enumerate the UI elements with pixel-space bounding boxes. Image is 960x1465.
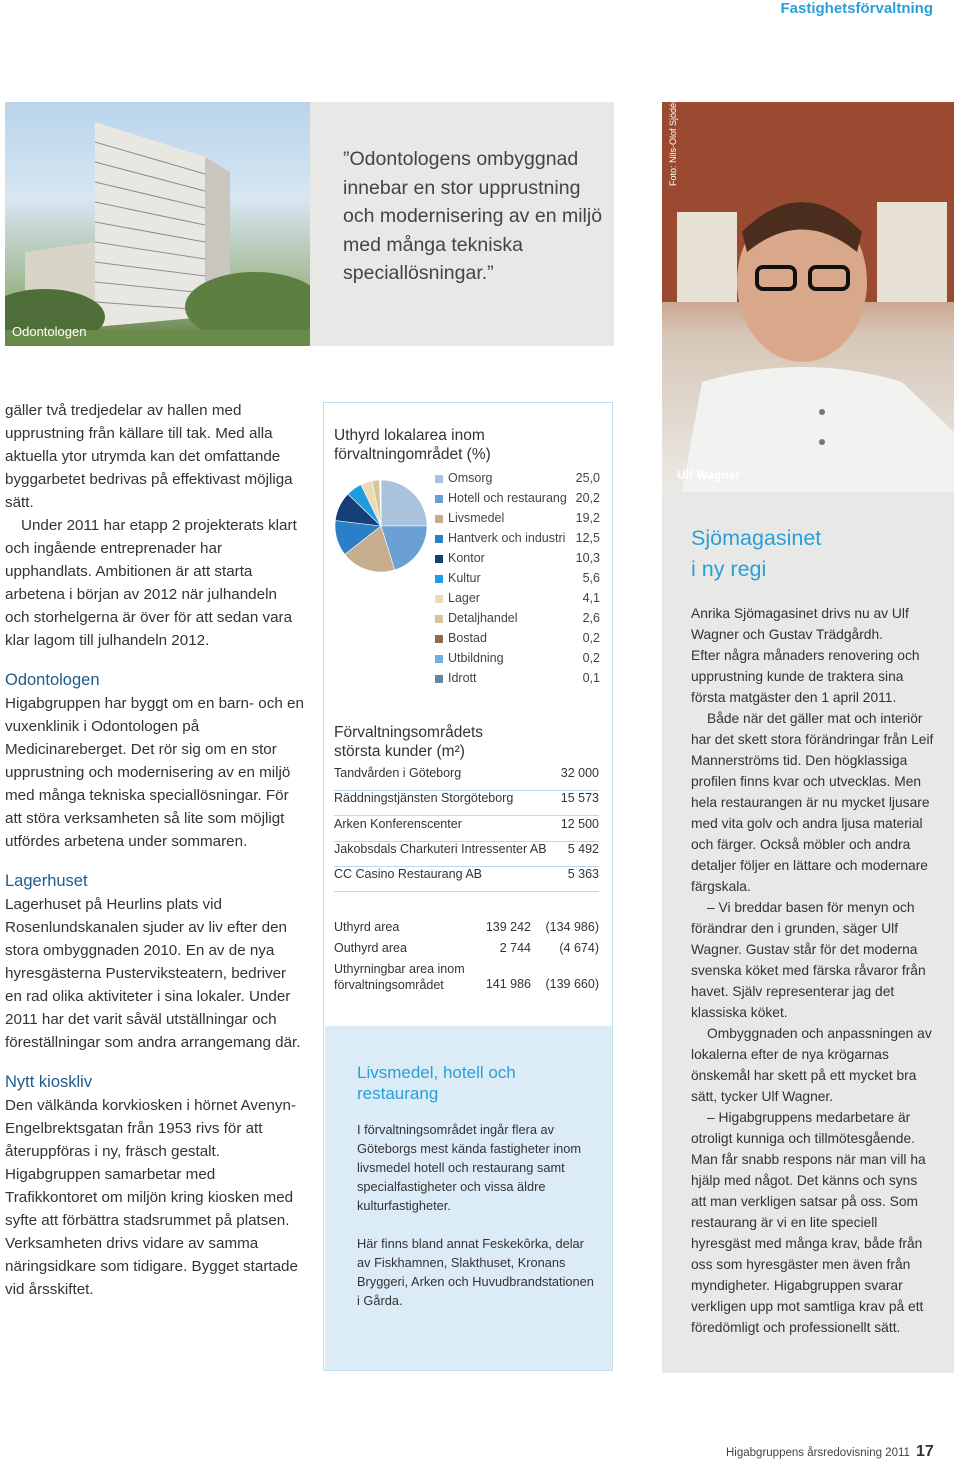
area-label: Uthyrningbar area inom förvaltningsområdet — [334, 962, 465, 992]
paragraph: Efter några månaders renovering och upprustning kunde de traktera sina första matgäster den 1 april 2011. — [691, 648, 920, 705]
legend-item — [435, 631, 600, 651]
blue-box-text: Här finns bland annat Feskekôrka, delar av Fiskhamnen, Slakthuset, Kronans Bryggeri, Arken och Huvudbrandstationen i Gårda. — [357, 1236, 594, 1308]
chart-title: Uthyrd lokalarea inom förvaltningområdet (%) — [334, 427, 491, 463]
area-row — [334, 919, 599, 937]
footer-text: Higabgruppens årsredovisning 2011 — [726, 1447, 910, 1459]
customer-row — [334, 791, 599, 816]
legend-label: Livsmedel — [448, 511, 505, 525]
paragraph: Ombyggnaden och anpassningen av lokalerna efter de nya krögarnas önskemål har skett på ett mycket bra sätt, tycker Ulf Wagner. — [691, 1026, 932, 1104]
page-number: 17 — [916, 1443, 934, 1460]
legend-item — [435, 671, 600, 691]
legend-item — [435, 531, 600, 551]
area-prev-value: (134 986) — [545, 920, 599, 934]
legend-swatch — [435, 635, 443, 643]
chef-illustration — [662, 102, 954, 492]
legend-label: Idrott — [448, 671, 477, 685]
customer-area: 5 363 — [567, 867, 599, 882]
legend-value: 19,2 — [575, 511, 600, 525]
section-label: Fastighetsförvaltning — [780, 0, 933, 17]
legend-item — [435, 611, 600, 631]
legend-swatch — [435, 535, 443, 543]
heading-lagerhuset: Lagerhuset — [5, 872, 88, 890]
paragraph: Den välkända korvkiosken i hörnet Avenyn-Engelbrektsgatan från 1953 rivs för att återuppföras i ny, fräsch gestalt. Higabgruppen samarbetar med Trafikkontoret om miljön kring kiosken med syfte att förbättra stadsrummet på platsen. Verksamheten drivs vidare av samma näringsidkare som tidigare. Bygget startade vid årsskiftet. — [5, 1097, 298, 1298]
photo-caption: Odontologen — [12, 324, 87, 339]
legend-swatch — [435, 495, 443, 503]
customer-name: Räddningstjänsten Storgöteborg — [334, 791, 514, 806]
customer-row — [334, 842, 599, 867]
blue-box-text: I förvaltningsområdet ingår flera av Göteborgs mest kända fastigheter inom livsmedel hotell och restaurang samt specialfastigheter och vissa äldre kulturfastigheter. — [357, 1122, 582, 1213]
article-title — [691, 523, 821, 585]
area-label: Outhyrd area — [334, 941, 407, 955]
legend-item — [435, 551, 600, 571]
legend-swatch — [435, 675, 443, 683]
legend-value: 4,1 — [582, 591, 600, 605]
right-column — [691, 603, 934, 1338]
paragraph: Både när det gäller mat och interiör har det skett stora förändringar från Leif Mannerströms tid. Den högklassiga profilen finns kvar och utvecklas. Men hela restaurangen är nu mycket ljusare med vita golv och andra ljusa material och färger. Också möbler och andra detaljer följer en lättare och modernare färgskala. — [691, 711, 934, 894]
area-value: 141 986 — [485, 977, 531, 991]
legend-value: 20,2 — [575, 491, 600, 505]
paragraph: gäller två tredjedelar av hallen med upprustning från källare till tak. Med alla aktuella ytor utrymda kan det omfattande byggarbetet bedrivas på effektivast möjliga sätt. — [5, 402, 293, 511]
legend-swatch — [435, 615, 443, 623]
legend-value: 0,1 — [582, 671, 600, 685]
paragraph: Anrika Sjömagasinet drivs nu av Ulf Wagner och Gustav Trädgårdh. — [691, 606, 909, 642]
customer-name: Tandvården i Göteborg — [334, 766, 462, 780]
pull-quote: ”Odontologens ombyggnad innebar en stor upprustning och modernisering av en miljö med många tekniska speciallösningar.” — [343, 148, 603, 284]
customer-area: 5 492 — [567, 841, 599, 856]
legend-value: 10,3 — [575, 551, 600, 565]
customer-name: Arken Konferenscenter — [334, 816, 462, 831]
legend-label: Kultur — [448, 571, 481, 585]
legend-swatch — [435, 655, 443, 663]
legend-label: Hantverk och industri — [448, 531, 566, 545]
customer-name: Jakobsdals Charkuteri Intressenter AB — [334, 841, 547, 856]
blue-box-title: Livsmedel, hotell och restaurang — [357, 1063, 516, 1103]
legend-value: 0,2 — [582, 651, 600, 665]
legend-label: Lager — [448, 591, 480, 605]
legend-value: 12,5 — [575, 531, 600, 545]
customer-name: CC Casino Restaurang AB — [334, 867, 482, 882]
area-value: 2 744 — [499, 941, 531, 955]
building-photo — [5, 102, 310, 346]
area-value: 139 242 — [485, 920, 531, 934]
legend-item — [435, 571, 600, 591]
area-prev-value: (139 660) — [545, 977, 599, 991]
legend-label: Detaljhandel — [448, 611, 518, 625]
area-label: Uthyrd area — [334, 920, 400, 934]
paragraph: Under 2011 har etapp 2 projekterats klart och ingående entreprenader har upphandlats. Ambitionen är att starta arbetena i början av 2012 när julhandeln och storhelgerna är över för att sedan vara klar lagom till julhandeln 2012. — [5, 517, 297, 649]
heading-kiosk: Nytt kioskliv — [5, 1073, 93, 1091]
legend-value: 5,6 — [582, 571, 600, 585]
photo-credit: Foto: Nils-Olof Sjödén — [668, 97, 678, 186]
paragraph: Higabgruppen har byggt om en barn- och en vuxenklinik i Odontologen på Medicinareberget. Det rör sig om en stor upprustning och modernisering av en miljö med många tekniska speciallösningar. För att störa verksamheten så lite som möjligt utfördes arbetena under sommaren. — [5, 695, 304, 850]
legend-item — [435, 471, 600, 491]
article-title-line: Sjömagasinet — [691, 526, 822, 550]
legend-value: 0,2 — [582, 631, 600, 645]
legend-item — [435, 491, 600, 511]
customer-row — [334, 817, 599, 842]
area-row — [334, 940, 599, 958]
chef-name: Ulf Wagner — [677, 468, 740, 482]
left-column — [5, 399, 305, 1301]
building-illustration — [5, 102, 310, 346]
legend-swatch — [435, 595, 443, 603]
customer-area: 12 500 — [560, 816, 599, 831]
legend-label: Kontor — [448, 551, 485, 565]
paragraph: – Vi breddar basen för menyn och förändrar den i grunden, säger Ulf Wagner. Gustav står för det moderna svenska köket med färska råvaror från havet. Själv representerar jag det klassiska köket. — [691, 900, 926, 1020]
legend-swatch — [435, 555, 443, 563]
legend-swatch — [435, 475, 443, 483]
customer-area: 15 573 — [560, 791, 599, 806]
article-title-line: i ny regi — [691, 557, 767, 581]
legend-item — [435, 591, 600, 611]
paragraph: Lagerhuset på Heurlins plats vid Rosenlundskanalen sjuder av liv efter den stora ombyggnaden 2010. En av de nya hyresgästerna Pusterviksteatern, bedriver en rad olika aktiviteter i sina lokaler. Under 2011 har det varit såväl utställningar och föreställningar som andra arrangemang där. — [5, 896, 301, 1051]
chef-photo — [662, 102, 954, 492]
heading-odontologen: Odontologen — [5, 671, 100, 689]
legend-swatch — [435, 515, 443, 523]
customer-row — [334, 766, 599, 791]
legend-item — [435, 511, 600, 531]
legend-value: 25,0 — [575, 471, 600, 485]
pie-slice — [381, 480, 427, 526]
area-prev-value: (4 674) — [559, 941, 599, 955]
paragraph: – Higabgruppens medarbetare är otroligt kunniga och tillmötesgående. Man får snabb respons när man vill ha hjälp med något. Det känns och syns att man verkligen satsar på oss. Som restaurang är vi en lite speciell hyresgäst med många krav, både från oss som hyresgäster men även från myndigheter. Higabgruppen svarar verkligen upp mot samtliga krav på ett föredömligt och professionellt sätt. — [691, 1110, 926, 1335]
legend-value: 2,6 — [582, 611, 600, 625]
legend-item — [435, 651, 600, 671]
customer-row — [334, 867, 599, 892]
legend-swatch — [435, 575, 443, 583]
customer-area: 32 000 — [560, 766, 599, 780]
legend-label: Omsorg — [448, 471, 493, 485]
customers-title: Förvaltningsområdets största kunder (m²) — [334, 724, 484, 760]
legend-label: Hotell och restaurang — [448, 491, 567, 505]
legend-label: Bostad — [448, 631, 487, 645]
pie-chart — [333, 478, 429, 574]
area-row — [334, 961, 599, 995]
legend-label: Utbildning — [448, 651, 504, 665]
